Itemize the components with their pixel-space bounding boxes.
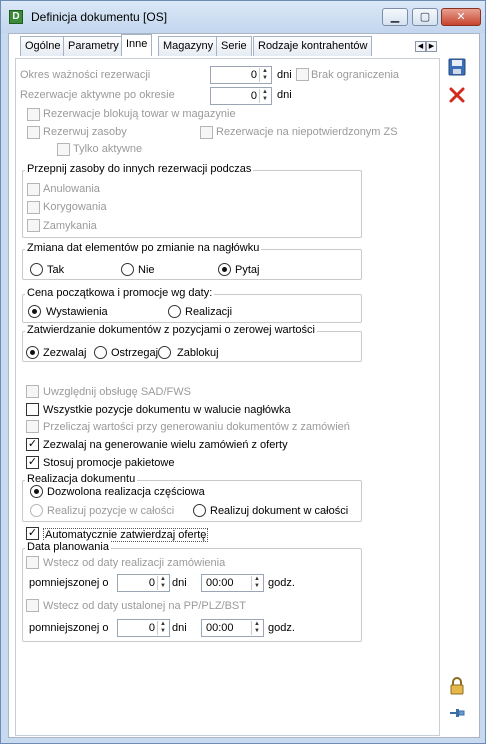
tab-scroll-right-icon[interactable]: ▶ xyxy=(426,41,437,52)
close-button[interactable]: ✕ xyxy=(441,8,481,26)
validity-days-value: 0 xyxy=(250,69,257,81)
multiple-orders-label: Zezwalaj na generowanie wielu zamówień z oferty xyxy=(43,439,288,451)
back-from-realization-label: Wstecz od daty realizacji zamówienia xyxy=(43,557,226,569)
partial-realization-label: Dozwolona realizacja częściowa xyxy=(47,486,205,498)
reassign-correct-checkbox[interactable] xyxy=(27,201,40,214)
spinner-arrows-icon[interactable]: ▲ ▼ xyxy=(251,576,262,590)
spinner-arrows-icon[interactable]: ▲ ▼ xyxy=(157,621,168,635)
validity-label: Okres ważności rezerwacji xyxy=(20,69,151,81)
hours-unit-2: godz. xyxy=(268,622,295,634)
price-date-realization-radio[interactable] xyxy=(168,305,181,318)
price-date-realization-label: Realizacji xyxy=(185,306,233,318)
spinner-arrows-icon[interactable]: ▲ ▼ xyxy=(259,89,270,103)
date-change-nie-radio[interactable] xyxy=(121,263,134,276)
no-limit-label: Brak ograniczenia xyxy=(311,69,400,81)
price-date-issue-radio[interactable] xyxy=(28,305,41,318)
spinner-arrows-icon[interactable]: ▲ ▼ xyxy=(157,576,168,590)
zero-value-warn-label: Ostrzegaj xyxy=(111,347,159,359)
unconfirmed-zs-checkbox[interactable] xyxy=(200,126,213,139)
zero-value-allow-radio[interactable] xyxy=(26,346,39,359)
floppy-disk-icon xyxy=(448,58,466,76)
full-positions-radio[interactable] xyxy=(30,504,43,517)
block-goods-label: Rezerwacje blokują towar w magazynie xyxy=(43,108,236,120)
reduced-by-label-2: pomniejszonej o xyxy=(29,622,109,634)
reassign-title: Przepnij zasoby do innych rezerwacji podczas xyxy=(27,163,252,175)
tab-ogolne[interactable]: Ogólne xyxy=(20,36,65,56)
hours-unit-1: godz. xyxy=(268,577,295,589)
multiple-orders-checkbox[interactable]: ✓ xyxy=(27,438,38,450)
tab-inne[interactable]: Inne xyxy=(121,34,152,56)
reassign-close-label: Zamykania xyxy=(43,220,97,232)
window-title: Definicja dokumentu [OS] xyxy=(31,10,168,24)
full-document-radio[interactable] xyxy=(193,504,206,517)
active-after-spinner[interactable] xyxy=(210,87,272,105)
validity-unit: dni xyxy=(277,69,292,81)
minimize-button[interactable]: ▁ xyxy=(382,8,408,26)
partial-realization-radio[interactable] xyxy=(30,485,43,498)
date-change-pytaj-label: Pytaj xyxy=(235,264,260,276)
price-date-issue-label: Wystawienia xyxy=(46,306,108,318)
tab-scroll-left-icon[interactable]: ◀ xyxy=(415,41,426,52)
time-value-2: 00:00 xyxy=(206,622,234,634)
sad-fws-checkbox[interactable] xyxy=(26,385,39,398)
time-value-1: 00:00 xyxy=(206,577,234,589)
date-change-tak-label: Tak xyxy=(47,264,65,276)
pin-button[interactable] xyxy=(446,704,468,726)
recalc-values-label: Przeliczaj wartości przy generowaniu dokumentów z zamówień xyxy=(43,421,350,433)
recalc-values-checkbox[interactable] xyxy=(26,420,39,433)
title-bar[interactable] xyxy=(1,1,485,33)
spinner-arrows-icon[interactable]: ▲ ▼ xyxy=(251,621,262,635)
active-after-label: Rezerwacje aktywne po okresie xyxy=(20,89,175,101)
date-change-tak-radio[interactable] xyxy=(30,263,43,276)
auto-confirm-label: Automatycznie zatwierdzaj ofertę xyxy=(45,529,207,541)
reserve-resources-checkbox[interactable] xyxy=(27,126,40,139)
days-spinner-2[interactable] xyxy=(117,619,170,637)
reduced-by-label-1: pomniejszonej o xyxy=(29,577,109,589)
zero-value-title: Zatwierdzanie dokumentów z pozycjami o zerowej wartości xyxy=(27,324,315,336)
active-after-unit: dni xyxy=(277,89,292,101)
reassign-cancel-label: Anulowania xyxy=(43,183,100,195)
back-from-pp-checkbox[interactable] xyxy=(26,599,39,612)
realization-title: Realizacja dokumentu xyxy=(27,473,136,485)
active-after-value: 0 xyxy=(250,90,257,102)
full-document-label: Realizuj dokument w całości xyxy=(210,505,349,517)
zero-value-block-label: Zablokuj xyxy=(177,347,219,359)
reassign-correct-label: Korygowania xyxy=(43,201,107,213)
days-spinner-1[interactable] xyxy=(117,574,170,592)
app-icon: D xyxy=(9,10,23,24)
planned-date-title: Data planowania xyxy=(27,541,109,553)
maximize-button[interactable]: ▢ xyxy=(412,8,438,26)
padlock-icon xyxy=(448,677,466,695)
only-active-checkbox[interactable] xyxy=(57,143,70,156)
tab-parametry[interactable]: Parametry xyxy=(63,36,124,56)
zero-value-allow-label: Zezwalaj xyxy=(43,347,87,359)
unconfirmed-zs-label: Rezerwacje na niepotwierdzonym ZS xyxy=(216,126,398,138)
red-x-icon xyxy=(448,86,466,104)
auto-confirm-checkbox[interactable]: ✓ xyxy=(27,527,38,539)
block-goods-checkbox[interactable] xyxy=(27,108,40,121)
spinner-arrows-icon[interactable]: ▲ ▼ xyxy=(259,68,270,82)
zero-value-warn-radio[interactable] xyxy=(94,346,107,359)
days-value-2: 0 xyxy=(148,622,155,634)
sad-fws-label: Uwzględnij obsługę SAD/FWS xyxy=(43,386,191,398)
date-change-title: Zmiana dat elementów po zmianie na nagłówku xyxy=(27,242,260,254)
header-currency-label: Wszystkie pozycje dokumentu w walucie nagłówka xyxy=(43,404,291,416)
only-active-label: Tylko aktywne xyxy=(73,143,143,155)
reserve-resources-label: Rezerwuj zasoby xyxy=(43,126,127,138)
full-positions-label: Realizuj pozycje w całości xyxy=(47,505,175,517)
back-from-pp-label: Wstecz od daty ustalonej na PP/PLZ/BST xyxy=(43,600,246,612)
tab-magazyny[interactable]: Magazyny xyxy=(158,36,218,56)
tab-rodzaje-kontrahentow[interactable]: Rodzaje kontrahentów xyxy=(253,36,372,56)
no-limit-checkbox[interactable] xyxy=(296,68,309,81)
days-value-1: 0 xyxy=(148,577,155,589)
package-promos-label: Stosuj promocje pakietowe xyxy=(43,457,175,469)
pushpin-icon xyxy=(448,704,466,722)
price-date-title: Cena początkowa i promocje wg daty: xyxy=(27,287,213,299)
days-unit-1: dni xyxy=(172,577,187,589)
zero-value-block-radio[interactable] xyxy=(158,346,171,359)
reassign-close-checkbox[interactable] xyxy=(27,219,40,232)
time-spinner-2[interactable] xyxy=(201,619,264,637)
validity-days-spinner[interactable] xyxy=(210,66,272,84)
package-promos-checkbox[interactable]: ✓ xyxy=(27,456,38,468)
date-change-pytaj-radio[interactable] xyxy=(218,263,231,276)
cancel-button[interactable] xyxy=(446,86,468,108)
reassign-cancel-checkbox[interactable] xyxy=(27,183,40,196)
days-unit-2: dni xyxy=(172,622,187,634)
tab-serie[interactable]: Serie xyxy=(216,36,252,56)
lock-button[interactable] xyxy=(446,677,468,699)
date-change-nie-label: Nie xyxy=(138,264,155,276)
save-button[interactable] xyxy=(446,58,468,80)
back-from-realization-checkbox[interactable] xyxy=(26,556,39,569)
header-currency-checkbox[interactable] xyxy=(26,403,39,416)
time-spinner-1[interactable] xyxy=(201,574,264,592)
